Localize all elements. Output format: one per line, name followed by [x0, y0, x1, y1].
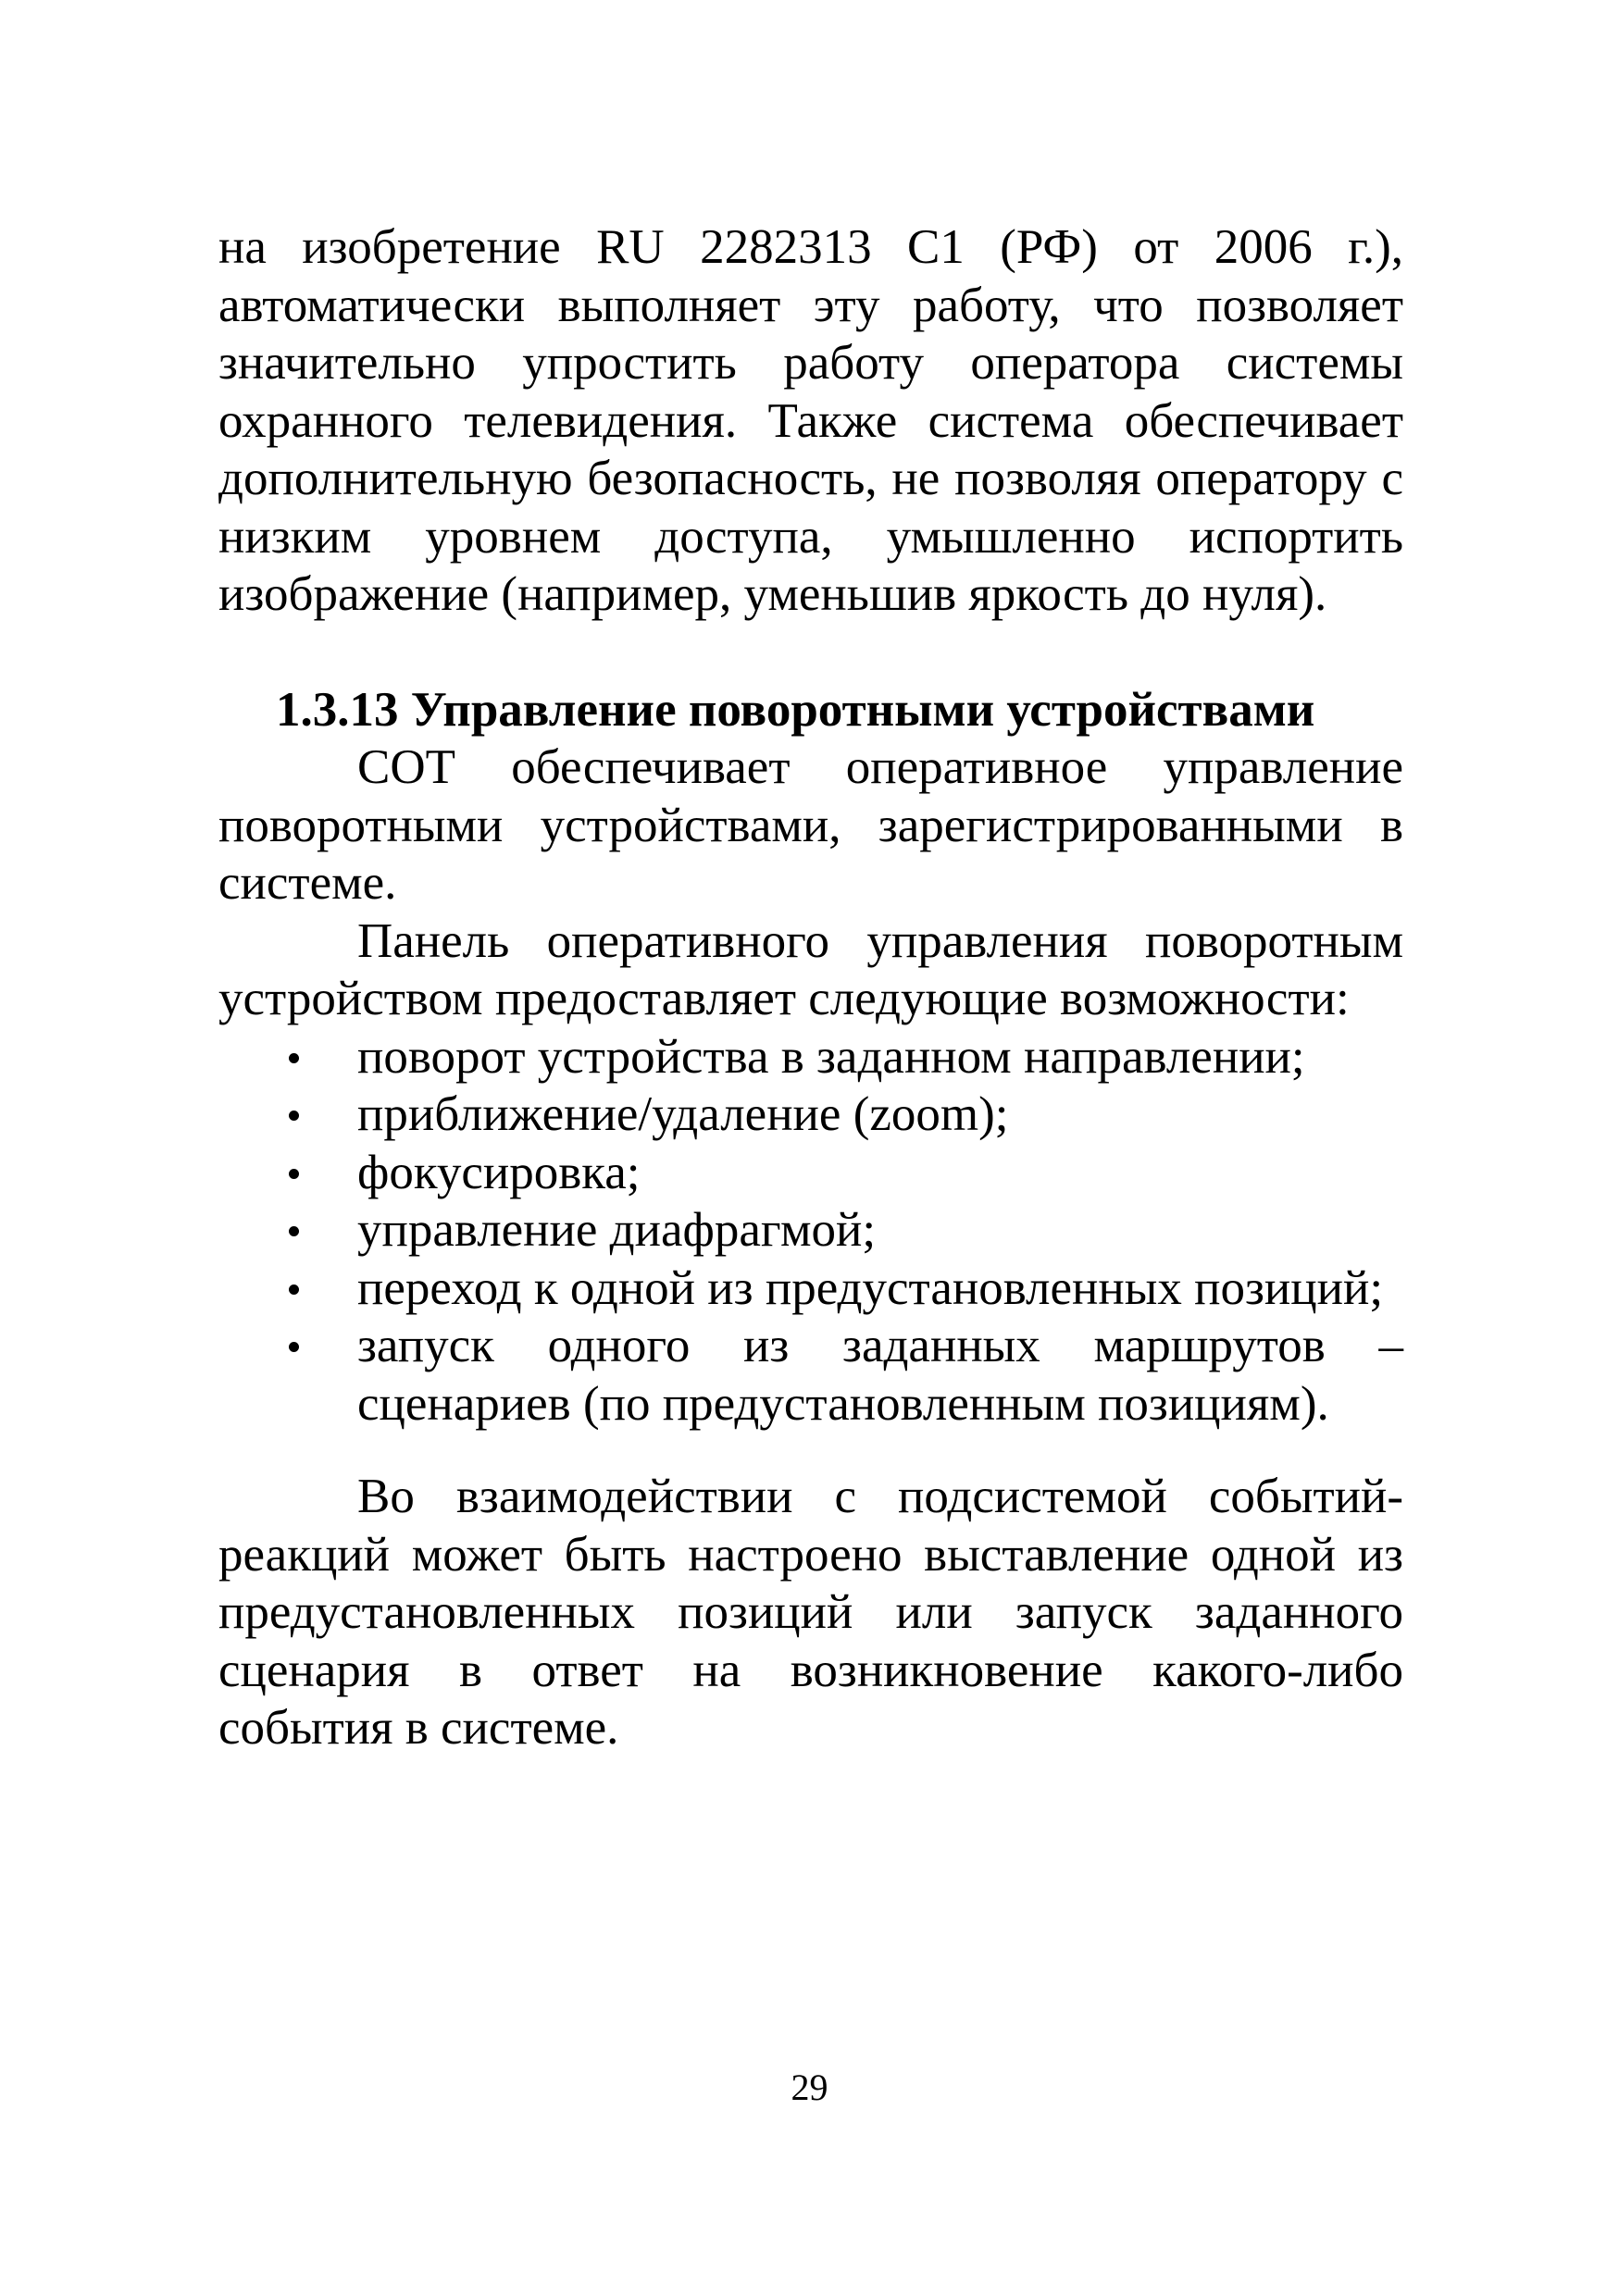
section-heading: 1.3.13 Управление поворотными устройствами — [276, 682, 1315, 737]
list-item-text: управление диафрагмой; — [357, 1203, 877, 1257]
bullet-icon — [289, 1053, 299, 1063]
list-item — [218, 1317, 1403, 1433]
bullet-icon — [289, 1342, 299, 1352]
list-item — [218, 1028, 1403, 1086]
list-item — [218, 1260, 1403, 1318]
list-item — [218, 1201, 1403, 1260]
list-item-text: переход к одной из предустановленных позиций; — [357, 1260, 1384, 1315]
intro-paragraph: на изобретение RU 2282313 C1 (РФ) от 2006 г.), автоматически выполняет эту работу, что позволяет значительно упростить работу оператора системы охранного телевидения. Также система обеспечивает дополнительную безопасность, не позволяя оператору с низким уровнем доступа, умышленно испортить изображение (например, уменьшив яркость до нуля). — [218, 220, 1403, 621]
list-item-text: фокусировка; — [357, 1145, 641, 1199]
bullet-icon — [289, 1226, 299, 1236]
list-item — [218, 1144, 1403, 1202]
paragraph-panel-capabilities: Панель оперативного управления поворотным устройством предоставляет следующие возможности: — [218, 913, 1403, 1025]
list-item-text: поворот устройства в заданном направлении; — [357, 1029, 1305, 1084]
paragraph-event-reactions: Во взаимодействии с подсистемой событий-реакций может быть настроено выставление одной из предустановленных позиций или запуск заданного сценария в ответ на возникновение какого-либо события в системе. — [218, 1470, 1403, 1755]
bullet-icon — [289, 1111, 299, 1121]
list-item-text: запуск одного из заданных маршрутов – сценариев (по предустановленным позициям). — [357, 1319, 1403, 1431]
list-item-text: приближение/удаление (zoom); — [357, 1087, 1009, 1141]
document-page — [218, 218, 1403, 1757]
page-number: 29 — [791, 2066, 828, 2108]
list-item — [218, 1086, 1403, 1144]
paragraph-ptz-control: СОТ обеспечивает оперативное управление поворотными устройствами, зарегистрированными в системе. — [218, 740, 1403, 910]
bullet-icon — [289, 1169, 299, 1179]
capabilities-list — [218, 1028, 1403, 1433]
bullet-icon — [289, 1285, 299, 1295]
